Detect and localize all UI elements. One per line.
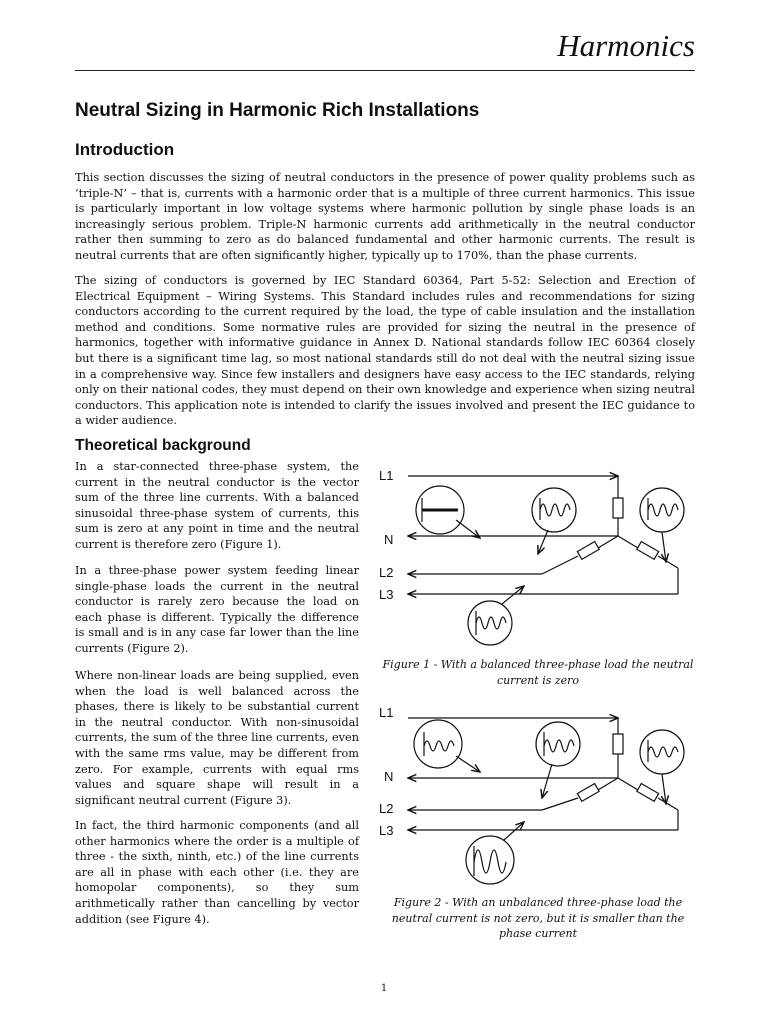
figure-1-diagram [372,458,692,648]
resistor-l3 [637,542,659,560]
section-title: Neutral Sizing in Harmonic Rich Installations [75,100,480,121]
fig1-label-n: N [384,532,394,547]
figure-2-diagram [372,700,692,890]
intro-paragraph-2: The sizing of conductors is governed by IEC Standard 60364, Part 5-52: Selection and Erection of Electrical Equipment – Wiring Systems. This Standard includes rules and recommendations for sizing conductors according to the current required by the load, the type of cable insulation and the installation method and conditions. Some normative rules are provided for sizing the neutral in the presence of harmonics, together with informative guidance in Annex D. National standards follow IEC 60364 closely but there is a significant time lag, so most national standards still do not deal with the neutral sizing issue in a comprehensive way. Since few installers and designers have easy access to the IEC standards, relying only on their national codes, they must depend on their own knowledge and experience when sizing neutral conductors. This application note is intended to clarify the issues involved and present the IEC guidance to a wider audience. [75,274,695,428]
fig2-label-l1: L1 [379,705,394,720]
fig1-label-l2: L2 [379,565,394,580]
fig1-label-l3: L3 [379,587,394,602]
figure-2-caption: Figure 2 - With an unbalanced three-phase load the neutral current is not zero, but it is smaller than the phase current [391,896,685,940]
fig2-label-l2: L2 [379,801,394,816]
page-header [75,28,695,71]
page-number: 1 [380,983,388,994]
introduction-heading: Introduction [75,140,175,159]
header-title: Harmonics [557,28,695,63]
resistor-l3 [637,784,659,802]
resistor-l2 [577,784,599,802]
fig2-label-n: N [384,769,394,784]
theory-paragraph-2: In a three-phase power system feeding linear single-phase loads the current in the neutral conductor is rarely zero because the load on each phase is different. Typically the difference is small and is in any case far lower than the line currents (Figure 2). [75,564,359,655]
theory-paragraph-1: In a star-connected three-phase system, the current in the neutral conductor is the vector sum of the three line currents. With a balanced sinusoidal three-phase system of currents, this sum is zero at any point in time and the neutral current is therefore zero (Figure 1). [75,460,359,551]
resistor-l2 [577,542,599,560]
resistor-l1 [613,734,623,754]
intro-paragraph-1: This section discusses the sizing of neutral conductors in the presence of power quality problems such as ‘triple-N’ – that is, currents with a harmonic order that is a multiple of three current harmonics. This issue is particularly important in low voltage systems where harmonic pollution by single phase loads is an increasingly serious problem. Triple-N harmonic currents add arithmetically in the neutral conductor rather then summing to zero as do balanced fundamental and other harmonic currents. The result is neutral currents that are often significantly higher, typically up to 170%, than the phase currents. [75,171,695,262]
fig2-label-l3: L3 [379,823,394,838]
resistor-l1 [613,498,623,518]
figure-1-caption: Figure 1 - With a balanced three-phase load the neutral current is zero [382,658,694,687]
theoretical-background-heading: Theoretical background [75,437,251,454]
theory-paragraph-3: Where non-linear loads are being supplied, even when the load is well balanced across the phases, there is likely to be substantial current in the neutral conductor. With non-sinusoidal currents, the sum of the three line currents, even with the same rms value, may be different from zero. For example, currents with equal rms values and square shape will result in a significant neutral current (Figure 3). [75,669,359,807]
fig1-label-l1: L1 [379,468,394,483]
theory-paragraph-4: In fact, the third harmonic components (and all other harmonics where the order is a multiple of three - the sixth, ninth, etc.) of the line currents are all in phase with each other (i.e. they are homopolar components), so they sum arithmetically rather than cancelling by vector addition (see Figure 4). [75,819,359,926]
